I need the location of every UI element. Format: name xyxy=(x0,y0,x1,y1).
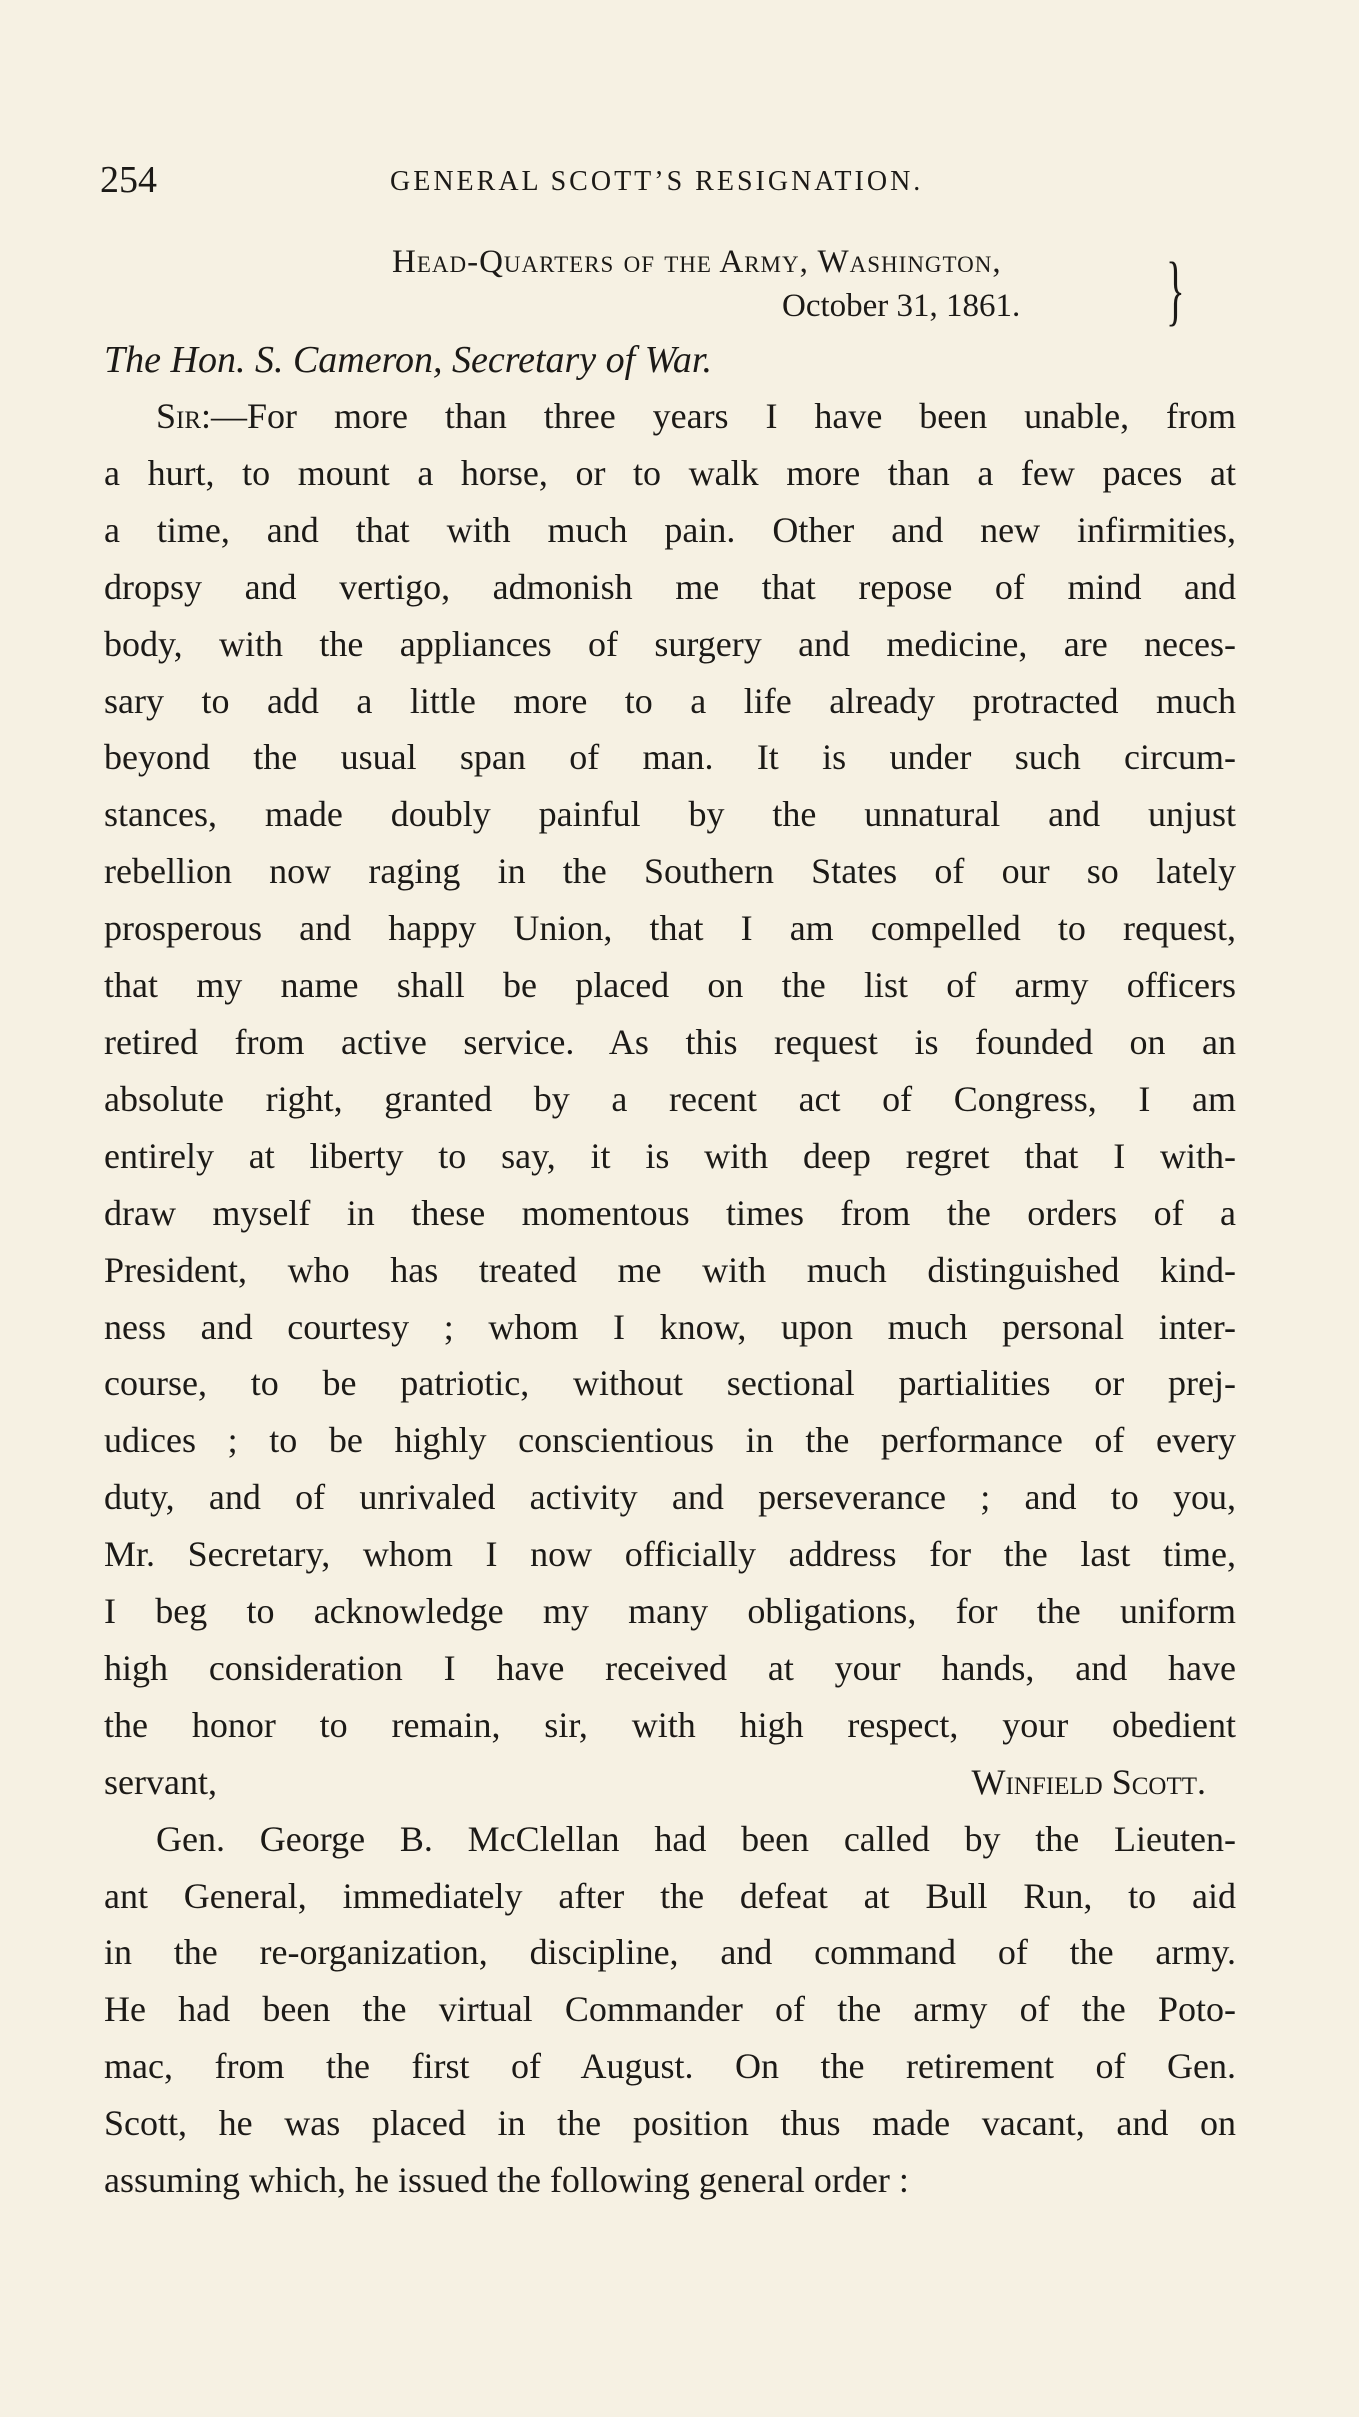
body-line: draw myself in these momentous times from the orders of a xyxy=(104,1192,1236,1233)
body-line-text: :—For more than three years I have been unable, from xyxy=(201,396,1236,436)
page-body xyxy=(104,388,1236,2209)
body-line: body, with the appliances of surgery and medicine, are neces- xyxy=(104,623,1236,664)
body-line: rebellion now raging in the Southern States of our so lately xyxy=(104,851,1236,892)
body-line: prosperous and happy Union, that I am compelled to request, xyxy=(104,908,1236,949)
dateline-brace: } xyxy=(1166,246,1185,333)
body-line: high consideration I have received at your hands, and have xyxy=(104,1647,1236,1688)
body-line: the honor to remain, sir, with high respect, your obedient xyxy=(104,1704,1236,1745)
body-line: ness and courtesy ; whom I know, upon much personal inter- xyxy=(104,1306,1236,1347)
body-line: course, to be patriotic, without sectional partialities or prej- xyxy=(104,1363,1236,1404)
body-line: entirely at liberty to say, it is with deep regret that I with- xyxy=(104,1135,1236,1176)
body-line: udices ; to be highly conscientious in the performance of every xyxy=(104,1420,1236,1461)
body-line: absolute right, granted by a recent act of Congress, I am xyxy=(104,1078,1236,1119)
page-number: 254 xyxy=(100,159,157,201)
narrative-line: He had been the virtual Commander of the army of the Poto- xyxy=(104,1989,1236,2030)
body-line: beyond the usual span of man. It is under such circum- xyxy=(104,737,1236,778)
narrative-line: Scott, he was placed in the position thus made vacant, and on xyxy=(104,2103,1236,2144)
body-line: retired from active service. As this request is founded on an xyxy=(104,1021,1236,1062)
body-line: President, who has treated me with much distinguished kind- xyxy=(104,1249,1236,1290)
dateline-date: October 31, 1861. xyxy=(782,288,1021,324)
narrative-line: Gen. George B. McClellan had been called by the Lieuten- xyxy=(156,1818,1236,1859)
signature-row xyxy=(104,1754,1236,1811)
body-line: a hurt, to mount a horse, or to walk more than a few paces at xyxy=(104,452,1236,493)
narrative-line: assuming which, he issued the following general order : xyxy=(104,2160,909,2201)
signature: Winfield Scott. xyxy=(971,1761,1206,1802)
body-line: I beg to acknowledge my many obligations, for the uniform xyxy=(104,1591,1236,1632)
body-line: a time, and that with much pain. Other and new infirmities, xyxy=(104,509,1236,550)
sir-word: Sir xyxy=(156,396,202,436)
narrative-line: ant General, immediately after the defeat at Bull Run, to aid xyxy=(104,1875,1236,1916)
running-head xyxy=(100,158,1260,208)
body-line: Mr. Secretary, whom I now officially address for the last time, xyxy=(104,1534,1236,1575)
running-title: GENERAL SCOTT’S RESIGNATION. xyxy=(390,166,924,197)
body-line: dropsy and vertigo, admonish me that repose of mind and xyxy=(104,566,1236,607)
body-line xyxy=(104,388,1236,445)
body-line: stances, made doubly painful by the unnatural and unjust xyxy=(104,794,1236,835)
narrative-line: in the re-organization, discipline, and command of the army. xyxy=(104,1932,1236,1973)
body-line: duty, and of unrivaled activity and perseverance ; and to you, xyxy=(104,1477,1236,1518)
letter-dateline xyxy=(392,240,1182,328)
body-line: sary to add a little more to a life already protracted much xyxy=(104,680,1236,721)
body-line: that my name shall be placed on the list of army officers xyxy=(104,965,1236,1006)
narrative-line: mac, from the first of August. On the retirement of Gen. xyxy=(104,2046,1236,2087)
dateline-place: Head-Quarters of the Army, Washington, xyxy=(392,244,1002,280)
letter-salutation: The Hon. S. Cameron, Secretary of War. xyxy=(104,339,712,381)
closing-word: servant, xyxy=(104,1761,217,1802)
